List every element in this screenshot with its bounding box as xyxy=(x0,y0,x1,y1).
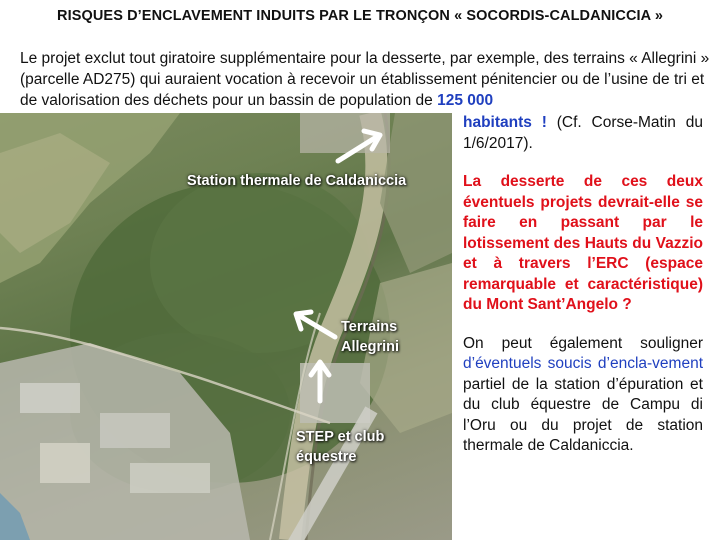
side-p3-blue: d’éventuels soucis d’encla-vement xyxy=(463,355,703,372)
side-text xyxy=(463,113,703,475)
side-p3-b: partiel de la station d’épuration et du club équestre de Campu di l’Oru ou du projet de station thermale de Caldaniccia. xyxy=(463,375,703,454)
station-thermale-label: Station thermale de Caldaniccia xyxy=(187,173,407,189)
side-paragraph-1 xyxy=(463,113,703,154)
side-p3-a: On peut également souligner xyxy=(463,334,703,352)
habitants-highlight: habitants ! xyxy=(463,114,547,131)
side-p1-rest: (Cf. Corse-Matin du 1/6/2017). xyxy=(463,114,703,152)
intro-text: Le projet exclut tout giratoire supplémentaire pour la desserte, par exemple, des terrains « Allegrini » (parcelle AD275) qui auraient vocation à recevoir un établissement pénitencier ou de l’usine de tri et de valorisation des déchets pour un bassin de population de xyxy=(20,50,710,109)
step-club-equestre-label: STEP et club équestre xyxy=(296,429,385,465)
intro-paragraph xyxy=(20,48,710,111)
population-figure: 125 000 xyxy=(437,92,494,109)
terrains-allegrini-label: Terrains Allegrini xyxy=(341,319,400,355)
side-paragraph-2: La desserte de ces deux éventuels projets devrait-elle se faire en passant par le lotissement des Hauts du Vazzio et à travers l’ERC (espace remarquable et caractéristique) du Mont Sant’Angelo ? xyxy=(463,173,703,313)
page-title: RISQUES D’ENCLAVEMENT INDUITS PAR LE TRONÇON « SOCORDIS-CALDANICCIA » xyxy=(57,8,663,24)
side-paragraph-3 xyxy=(463,334,703,457)
aerial-map xyxy=(0,113,452,540)
